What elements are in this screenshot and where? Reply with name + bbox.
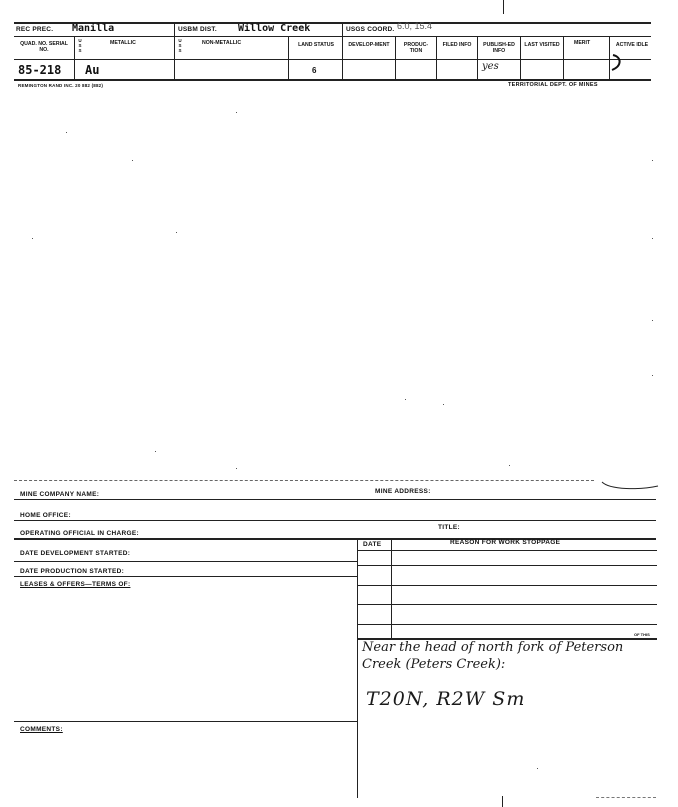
row-bottom-rule [14,79,651,81]
footer-left-text: REMINGTON RAND INC. 20 882 (882) [18,83,104,88]
speck [236,112,237,113]
published-info-header: PUBLISH-ED INFO [483,42,515,54]
date-prod-started-label: DATE PRODUCTION STARTED: [20,568,125,575]
operating-official-label: OPERATING OFFICIAL IN CHARGE: [20,530,139,537]
speck [652,320,653,321]
corner-curve-icon [600,470,660,492]
active-mark-icon [610,52,624,74]
rule [14,520,656,521]
handwritten-line-3: T20N, R2W Sm [366,688,526,710]
speck [443,404,444,405]
usbm-dist-label: USBM DIST. [178,26,217,33]
bottom-dash [596,797,656,798]
serial-no-header: SERIAL NO. [39,41,68,53]
land-status-header: LAND STATUS [298,42,334,48]
date-col-left [357,538,358,798]
uss-nonmetallic-header: U S S [178,38,182,53]
active-idle-header: ACTIVE IDLE [615,42,649,48]
rule [357,604,657,605]
speck [652,238,653,239]
speck [155,451,156,452]
of-this-label: OF THIS [634,632,650,637]
uss-metallic-header: U S S [78,38,82,53]
land-status-value: 6 [312,66,317,75]
production-header: PRODUC-TION [403,42,429,54]
bottom-tick [502,796,503,807]
header-divider-2 [342,22,343,36]
speck [176,232,177,233]
speck [652,375,653,376]
col-divider [436,36,437,79]
usgs-coord-value: 6.0, 15.4 [397,21,433,31]
handwritten-line-2: Creek (Peters Creek): [362,657,506,672]
usgs-coord-label: USGS COORD. [346,26,395,33]
col-divider [74,36,75,79]
footer-right-text: TERRITORIAL DEPT. OF MINES [508,82,598,88]
rule [357,624,657,625]
col-divider [563,36,564,79]
header-bottom-rule [14,36,651,37]
top-tick [503,0,504,14]
usbm-dist-value: Willow Creek [238,23,311,34]
filed-info-header: FILED INFO [442,42,472,48]
merit-header: MERIT [574,40,591,46]
rule [14,561,357,562]
quad-serial-header [16,41,72,53]
mine-company-name-label: MINE COMPANY NAME: [20,491,100,498]
quad-serial-value: 85-218 [18,63,62,77]
rule [14,721,357,722]
col-divider [395,36,396,79]
leases-offers-label: LEASES & OFFERS—TERMS OF: [20,581,131,588]
mine-address-label: MINE ADDRESS: [375,488,431,495]
speck [405,399,406,400]
published-info-value: yes [482,61,499,72]
speck [66,132,67,133]
non-metallic-header: NON-METALLIC [202,40,242,46]
metallic-value: Au [85,63,100,77]
home-office-label: HOME OFFICE: [20,512,71,519]
col-divider [288,36,289,79]
speck [132,160,133,161]
speck [509,465,510,466]
development-header: DEVELOP-MENT [348,42,390,48]
speck [236,468,237,469]
rule [357,565,657,566]
last-visited-header: LAST VISITED [524,42,560,48]
metallic-header: METALLIC [110,40,136,46]
date-col-label: DATE [363,541,382,548]
rec-prec-label: REC PREC. [16,26,54,33]
lower-top-rule [14,480,594,481]
date-col-right [391,538,392,638]
col-divider [174,36,175,79]
speck [32,238,33,239]
col-divider [520,36,521,79]
date-dev-started-label: DATE DEVELOPMENT STARTED: [20,550,131,557]
speck [537,768,538,769]
rule [14,576,357,577]
column-header-rule [14,59,651,60]
comments-label: COMMENTS: [20,726,63,733]
reason-col-label: REASON FOR WORK STOPPAGE [450,539,561,546]
rule [357,550,657,551]
rec-prec-value: Manilla [72,23,115,34]
header-divider-1 [174,22,175,36]
title-label: TITLE: [438,524,461,531]
col-divider [477,36,478,79]
handwritten-line-1: Near the head of north fork of Peterson [362,640,624,655]
rule [357,585,657,586]
col-divider [342,36,343,79]
rule [14,499,656,500]
quad-no-header: QUAD. NO. [20,41,48,47]
speck [652,160,653,161]
